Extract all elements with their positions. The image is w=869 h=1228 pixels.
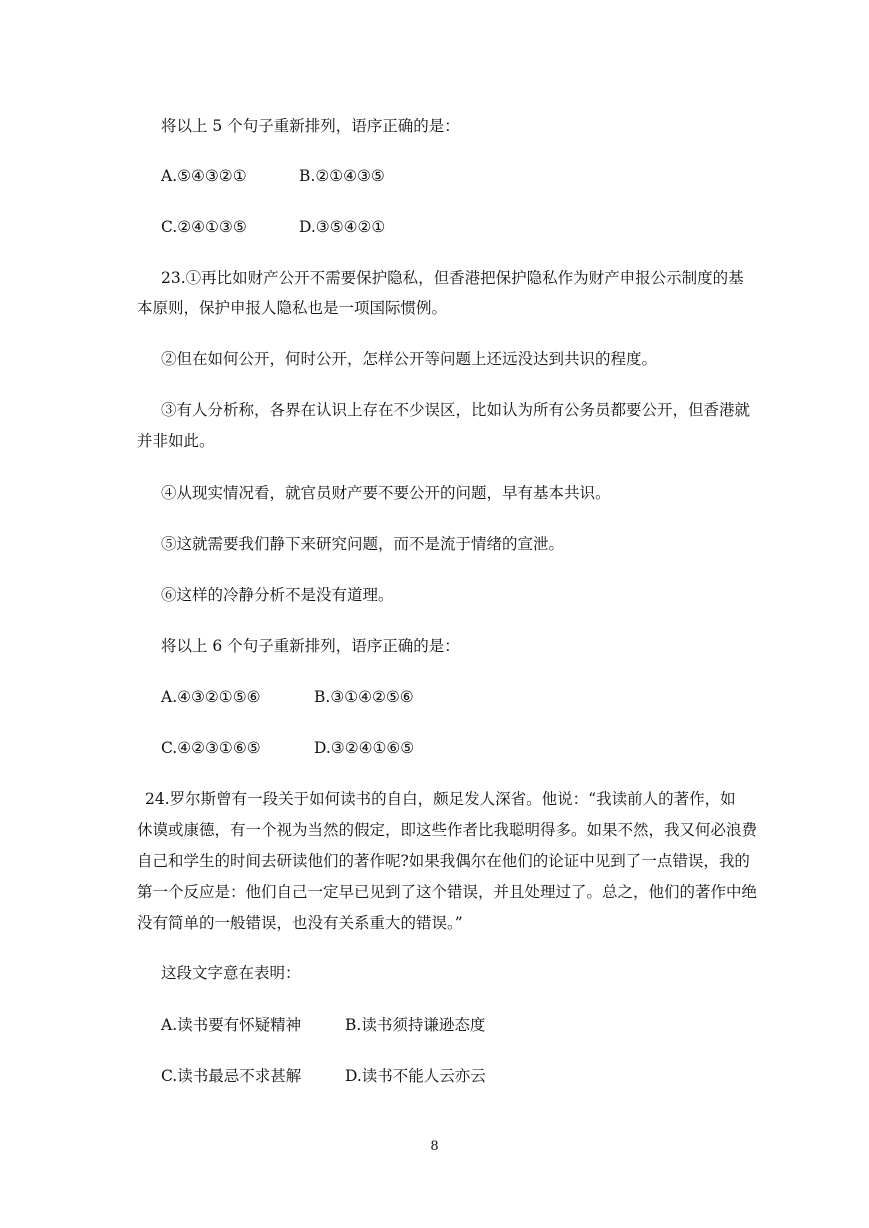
q24-option-a: A.读书要有怀疑精神 bbox=[161, 1016, 302, 1034]
q24-option-b: B.读书须持谦逊态度 bbox=[345, 1016, 486, 1034]
q23-sentence-6: ⑥这样的冷静分析不是没有道理。 bbox=[161, 586, 394, 604]
q24-passage-line2: 休谟或康德，有一个视为当然的假定，即这些作者比我聪明得多。如果不然，我又何必浪费 bbox=[137, 821, 758, 839]
q23-prompt: 将以上 6 个句子重新排列，语序正确的是： bbox=[161, 637, 460, 655]
q24-passage-line1: 24.罗尔斯曾有一段关于如何读书的自白，颇足发人深省。他说：“我读前人的著作，如 bbox=[145, 790, 736, 808]
q23-option-a: A.④③②①⑤⑥ bbox=[161, 688, 261, 706]
q23-sentence-3-line2: 并非如此。 bbox=[137, 432, 215, 450]
q23-option-c: C.④②③①⑥⑤ bbox=[161, 739, 261, 757]
q22-option-b: B.②①④③⑤ bbox=[299, 167, 385, 185]
q23-sentence-3-line1: ③有人分析称，各界在认识上存在不少误区，比如认为所有公务员都要公开，但香港就 bbox=[161, 401, 751, 419]
q24-passage-line3: 自己和学生的时间去研读他们的著作呢?如果我偶尔在他们的论证中见到了一点错误，我的 bbox=[137, 852, 750, 870]
page-number: 8 bbox=[430, 1139, 439, 1154]
q23-sentence-2: ②但在如何公开，何时公开，怎样公开等问题上还远没达到共识的程度。 bbox=[161, 350, 658, 368]
q23-sentence-5: ⑤这就需要我们静下来研究问题，而不是流于情绪的宣泄。 bbox=[161, 535, 565, 553]
q23-option-b: B.③①④②⑤⑥ bbox=[314, 688, 414, 706]
q24-option-c: C.读书最忌不求甚解 bbox=[161, 1067, 302, 1085]
q22-option-c: C.②④①③⑤ bbox=[161, 218, 247, 236]
q23-sentence-4: ④从现实情况看，就官员财产要不要公开的问题，早有基本共识。 bbox=[161, 484, 611, 502]
q24-passage-line5: 没有简单的一般错误，也没有关系重大的错误。” bbox=[137, 914, 463, 932]
q24-option-d: D.读书不能人云亦云 bbox=[345, 1067, 486, 1085]
q24-passage-line4: 第一个反应是：他们自己一定早已见到了这个错误，并且处理过了。总之，他们的著作中绝 bbox=[137, 883, 758, 901]
q22-option-d: D.③⑤④②① bbox=[299, 218, 386, 236]
q23-sentence-1-line1: 23.①再比如财产公开不需要保护隐私，但香港把保护隐私作为财产申报公示制度的基 bbox=[161, 269, 744, 287]
q24-prompt: 这段文字意在表明： bbox=[161, 964, 301, 982]
q23-sentence-1-line2: 本原则，保护申报人隐私也是一项国际惯例。 bbox=[137, 299, 448, 317]
q22-option-a: A.⑤④③②① bbox=[161, 167, 247, 185]
q23-option-d: D.③②④①⑥⑤ bbox=[314, 739, 415, 757]
q22-prompt: 将以上 5 个句子重新排列，语序正确的是： bbox=[161, 117, 460, 135]
